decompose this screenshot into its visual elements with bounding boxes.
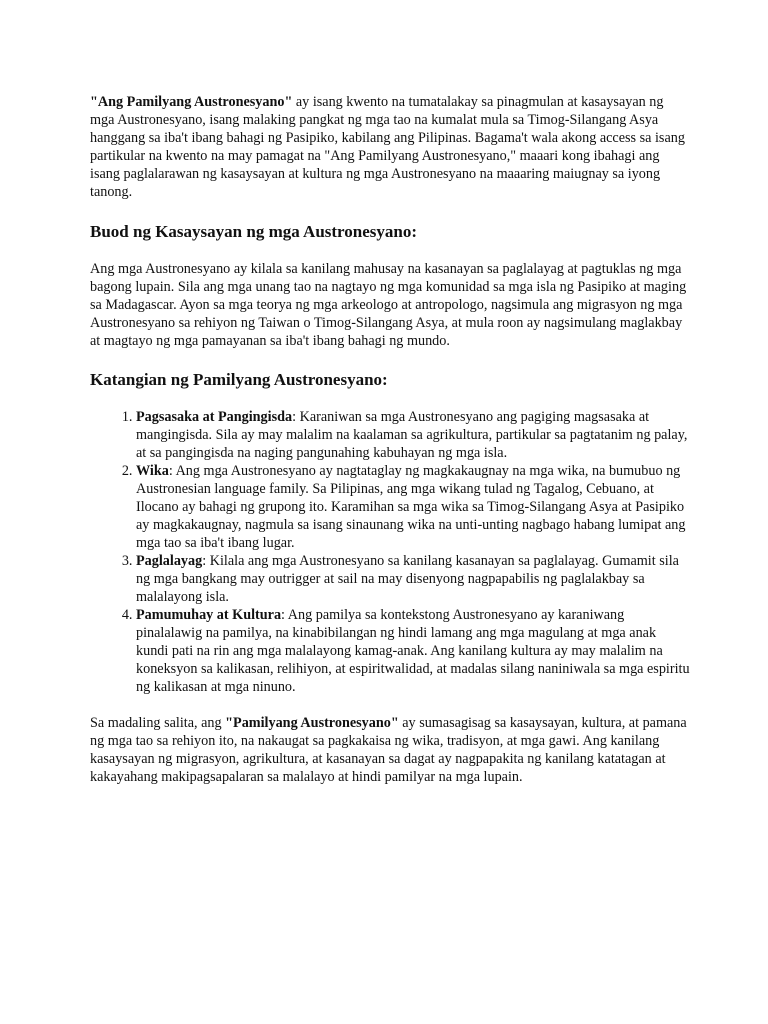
list-item-term: Paglalayag <box>136 553 203 569</box>
list-item-term: Pamumuhay at Kultura <box>136 607 282 623</box>
history-paragraph: Ang mga Austronesyano ay kilala sa kanilang mahusay na kasanayan sa paglalayag at pagtuklas ng mga bagong lupain. Sila ang mga unang tao na nagtayo ng mga komunidad sa mga isla ng Pasipiko at maging sa Madagascar. Ayon sa mga teorya ng mga arkeologo at antropologo, nagsimula ang migrasyon ng mga Austronesyano sa rehiyon ng Taiwan o Timog-Silangang Asya, at mula roon ay nagsimulang maglakbay at magtayo ng mga pamayanan sa iba't ibang bahagi ng mundo. <box>90 261 687 349</box>
list-item <box>136 606 690 696</box>
list-item-text: : Ang mga Austronesyano ay nagtataglay ng magkakaugnay na mga wika, na bumubuo ng Austronesian language family. Sa Pilipinas, ang mga wikang tulad ng Tagalog, Cebuano, at Ilocano ay bahagi ng grupong ito. Karamihan sa mga wika sa Timog-Silangang Asya at Pasipiko ay magkakaugnay, nagmula sa isang sinaunang wika na unti-unting nagbago habang lumipat ang mga tao sa iba't ibang lugar. <box>136 463 686 551</box>
list-item <box>136 552 690 606</box>
intro-text: ay isang kwento na tumatalakay sa pinagmulan at kasaysayan ng mga Austronesyano, isang malaking pangkat ng mga tao na kumalat mula sa Timog-Silangang Asya hanggang sa iba't ibang bahagi ng Pasipiko, kabilang ang Pilipinas. Bagama't wala akong access sa isang partikular na kwento na may pamagat na "Ang Pamilyang Austronesyano," maaari kong ibahagi ang isang paglalarawan ng kasaysayan at kultura ng mga Austronesyano na maaaring maiugnay sa iyong tanong. <box>90 94 685 200</box>
document-page <box>90 93 690 786</box>
conclusion-paragraph <box>90 714 690 786</box>
characteristics-list <box>90 408 690 696</box>
list-item <box>136 462 690 552</box>
conclusion-prefix: Sa madaling salita, ang <box>90 715 226 731</box>
intro-title-bold: "Ang Pamilyang Austronesyano" <box>90 94 293 110</box>
list-item-text: : Karaniwan sa mga Austronesyano ang pagiging magsasaka at mangingisda. Sila ay may malalim na kaalaman sa agrikultura, partikular sa pagtatanim ng palay, at sa pangingisda na naging pangunahing kabuhayan ng mga isla. <box>136 409 688 461</box>
list-item-text: : Kilala ang mga Austronesyano sa kanilang kasanayan sa paglalayag. Gumamit sila ng mga bangkang may outrigger at sail na may disenyong nagpapabilis ng paglalakbay sa malalayong isla. <box>136 553 679 605</box>
list-item-term: Wika <box>136 463 169 479</box>
intro-paragraph <box>90 93 690 201</box>
conclusion-text: ay sumasagisag sa kasaysayan, kultura, at pamana ng mga tao sa rehiyon ito, na nakaugat sa pagkakaisa ng wika, tradisyon, at mga gawi. Ang kanilang kasaysayan ng migrasyon, agrikultura, at kasanayan sa dagat ay nagpapakita ng kanilang katatagan at kakayahang makipagsapalaran sa malalayo at hindi pamilyar na mga lupain. <box>90 715 687 785</box>
conclusion-bold: "Pamilyang Austronesyano" <box>225 715 399 731</box>
history-heading: Buod ng Kasaysayan ng mga Austronesyano: <box>90 222 418 241</box>
list-item <box>136 408 690 462</box>
characteristics-heading: Katangian ng Pamilyang Austronesyano: <box>90 370 388 389</box>
list-item-term: Pagsasaka at Pangingisda <box>136 409 293 425</box>
list-item-text: : Ang pamilya sa kontekstong Austronesyano ay karaniwang pinalalawig na pamilya, na kinabibilangan ng hindi lamang ang mga magulang at mga anak kundi pati na rin ang mga malalayong kamag-anak. Ang kanilang kultura ay may malalim na koneksyon sa kalikasan, relihiyon, at espiritwalidad, at madalas silang naniniwala sa mga espiritu ng kalikasan at mga ninuno. <box>136 607 690 695</box>
